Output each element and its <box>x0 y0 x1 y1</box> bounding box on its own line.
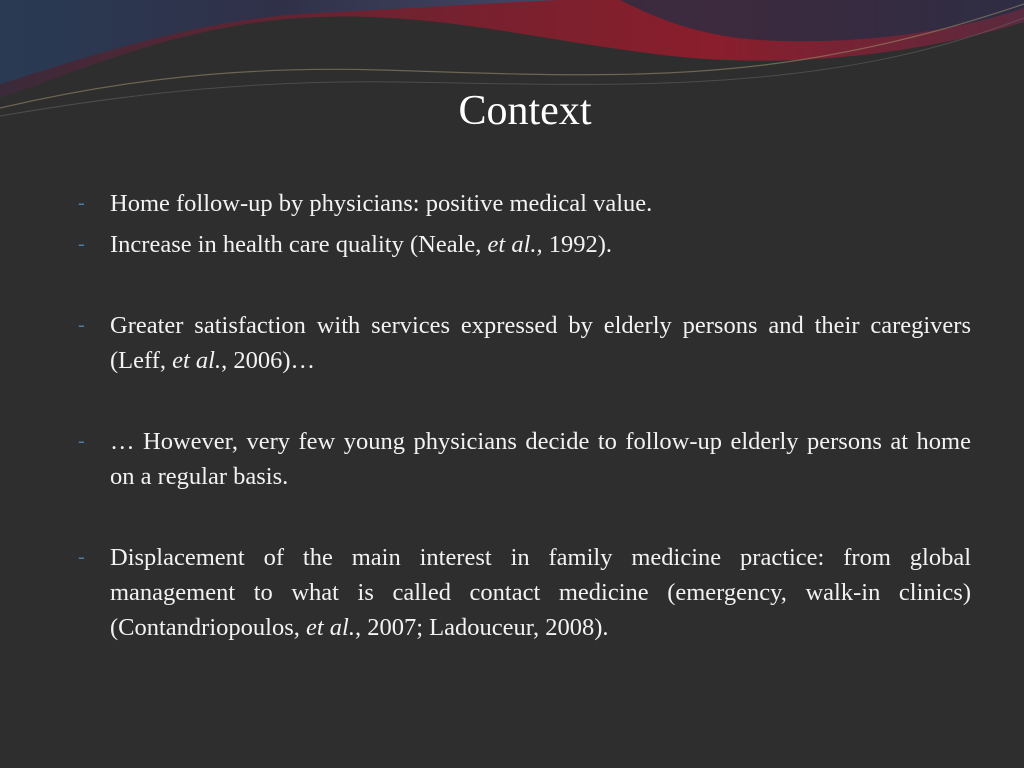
bullet-marker: - <box>78 430 85 452</box>
bullet-text: Displacement of the main interest in family medicine practice: from global management to what is called contact medicine (emergency, walk-in clinics) (Contandriopoulos, <box>110 544 971 641</box>
bullet-text: … However, very few young physicians decide to follow-up elderly persons at home on a regular basis. <box>110 428 971 490</box>
bullet-text-italic: et al., <box>487 231 543 258</box>
bullet-text-tail: 1992). <box>542 231 613 258</box>
bullet-text: Home follow-up by physicians: positive medical value. <box>110 190 653 217</box>
bullet-list <box>78 186 971 645</box>
bullet-marker: - <box>78 233 85 255</box>
bullet-marker: - <box>78 546 85 568</box>
bullet-marker: - <box>78 314 85 336</box>
bullet-marker: - <box>78 192 85 214</box>
bullet-item <box>78 227 971 262</box>
bullet-item <box>78 308 971 378</box>
bullet-text: Greater satisfaction with services expressed by elderly persons and their caregivers (Leff, <box>110 312 971 374</box>
bullet-text-italic: et al. <box>306 614 355 641</box>
slide-title: Context <box>458 88 592 134</box>
bullet-text-tail: , 2006)… <box>221 347 316 374</box>
bullet-item <box>78 424 971 494</box>
bullet-text-italic: et al. <box>172 347 222 374</box>
bullet-text-tail: , 2007; Ladouceur, 2008). <box>355 614 609 641</box>
bullet-item <box>78 186 971 221</box>
bullet-item <box>78 540 971 645</box>
bullet-text: Increase in health care quality (Neale, <box>110 231 488 258</box>
